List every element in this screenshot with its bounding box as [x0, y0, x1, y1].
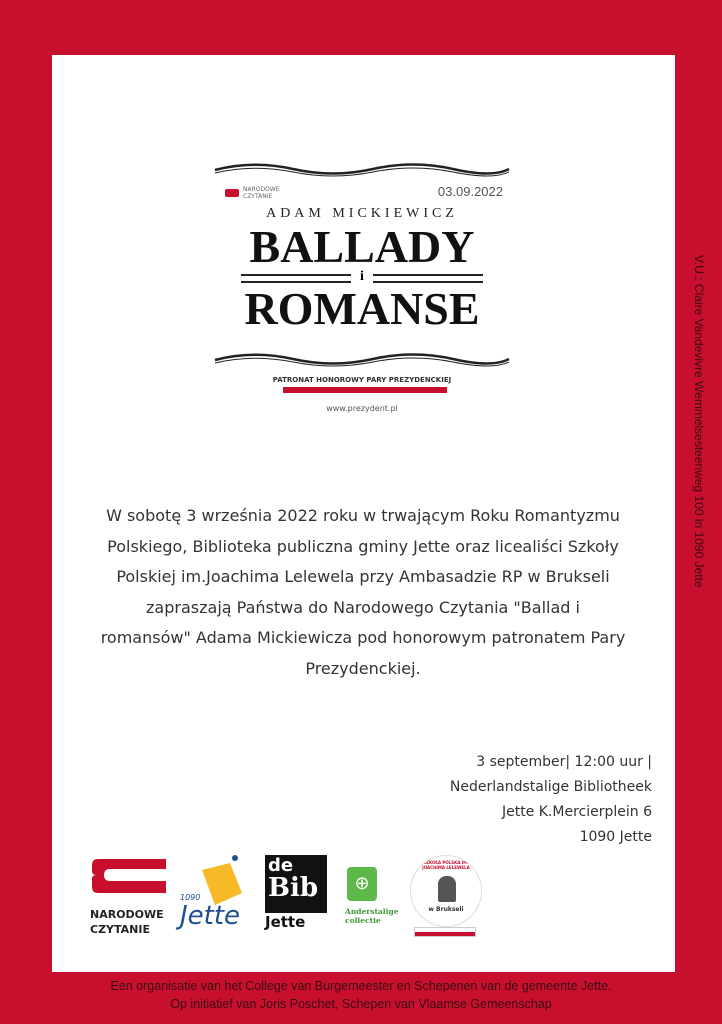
event-address: Jette K.Mercierplein 6	[501, 804, 652, 820]
anderstalige-collectie-logo	[345, 855, 405, 940]
event-venue: Nederlandstalige Bibliotheek	[449, 779, 652, 795]
logo-line: NARODOWE	[90, 908, 164, 921]
jette-text: Jette	[180, 901, 241, 931]
website: www.prezydent.pl	[326, 404, 398, 413]
debib-badge	[265, 855, 327, 913]
narodowe-czytanie-logo	[90, 855, 170, 940]
footer-line-1: Een organisatie van het College van Burgemeester en Schepenen van de gemeente Jette.	[110, 979, 612, 993]
publisher-note: V.U.: Claire Vandevivre Wemmelsesteenweg 100 in 1090 Jette	[692, 255, 706, 588]
title-conjunction: i	[360, 269, 364, 284]
narodowe-czytanie-small-logo	[225, 186, 283, 200]
logo-line: collectie	[345, 916, 381, 925]
debib-jette: Jette	[265, 913, 306, 931]
szkola-emblem	[410, 855, 482, 927]
event-city: 1090 Jette	[579, 829, 652, 845]
title-line-2: ROMANSE	[244, 283, 480, 334]
footer-line-2: Op initiatief van Joris Poschet, Schepen van Vlaamse Gemeenschap	[170, 997, 552, 1011]
event-date: 03.09.2022	[437, 184, 503, 199]
red-book-icon	[90, 855, 168, 897]
debib-bib: Bib	[268, 873, 319, 903]
szkola-name: SZKOŁA POLSKA IM. JOACHIMA LELEWELA	[422, 860, 470, 870]
event-info	[450, 750, 652, 850]
jette-code: 1090	[180, 893, 201, 902]
ornament-top	[213, 160, 511, 178]
invitation-text: W sobotę 3 września 2022 roku w trwającym Roku Romantyzmu Polskiego, Biblioteka publiczna gminy Jette oraz licealiści Szkoły Polskiej im.Joachima Lelewela przy Ambasadzie RP w Brukseli zapraszają Państwa do Narodowego Czytania "Ballad i romansów" Adama Mickiewicza pod honorowym patronatem Pary Prezydenckiej.	[100, 506, 626, 678]
event-time: 3 september| 12:00 uur |	[476, 754, 652, 770]
book-icon	[225, 189, 239, 197]
logo-text: NARODOWE CZYTANIE	[243, 186, 280, 200]
event-banner	[213, 160, 511, 418]
patronage-text: PATRONAT HONOROWY PARY PREZYDENCKIEJ	[272, 376, 452, 384]
title-separator	[241, 269, 483, 284]
debib-de: de	[268, 855, 294, 876]
ornament-bottom	[213, 350, 511, 368]
szkola-polska-logo	[410, 855, 488, 940]
polish-flag-ribbon	[414, 927, 476, 937]
logo-line: Anderstalige	[345, 907, 399, 916]
debib-jette-logo	[265, 855, 330, 940]
title-line-1: BALLADY	[249, 221, 475, 272]
red-bar	[283, 387, 447, 393]
portrait-icon	[438, 876, 456, 902]
szkola-city: w Brukseli	[428, 906, 464, 913]
jette-logo	[180, 855, 250, 940]
logo-line: CZYTANIE	[90, 923, 150, 936]
footer	[0, 977, 722, 1013]
globe-icon: ⊕	[347, 867, 377, 901]
author: ADAM MICKIEWICZ	[266, 206, 458, 221]
